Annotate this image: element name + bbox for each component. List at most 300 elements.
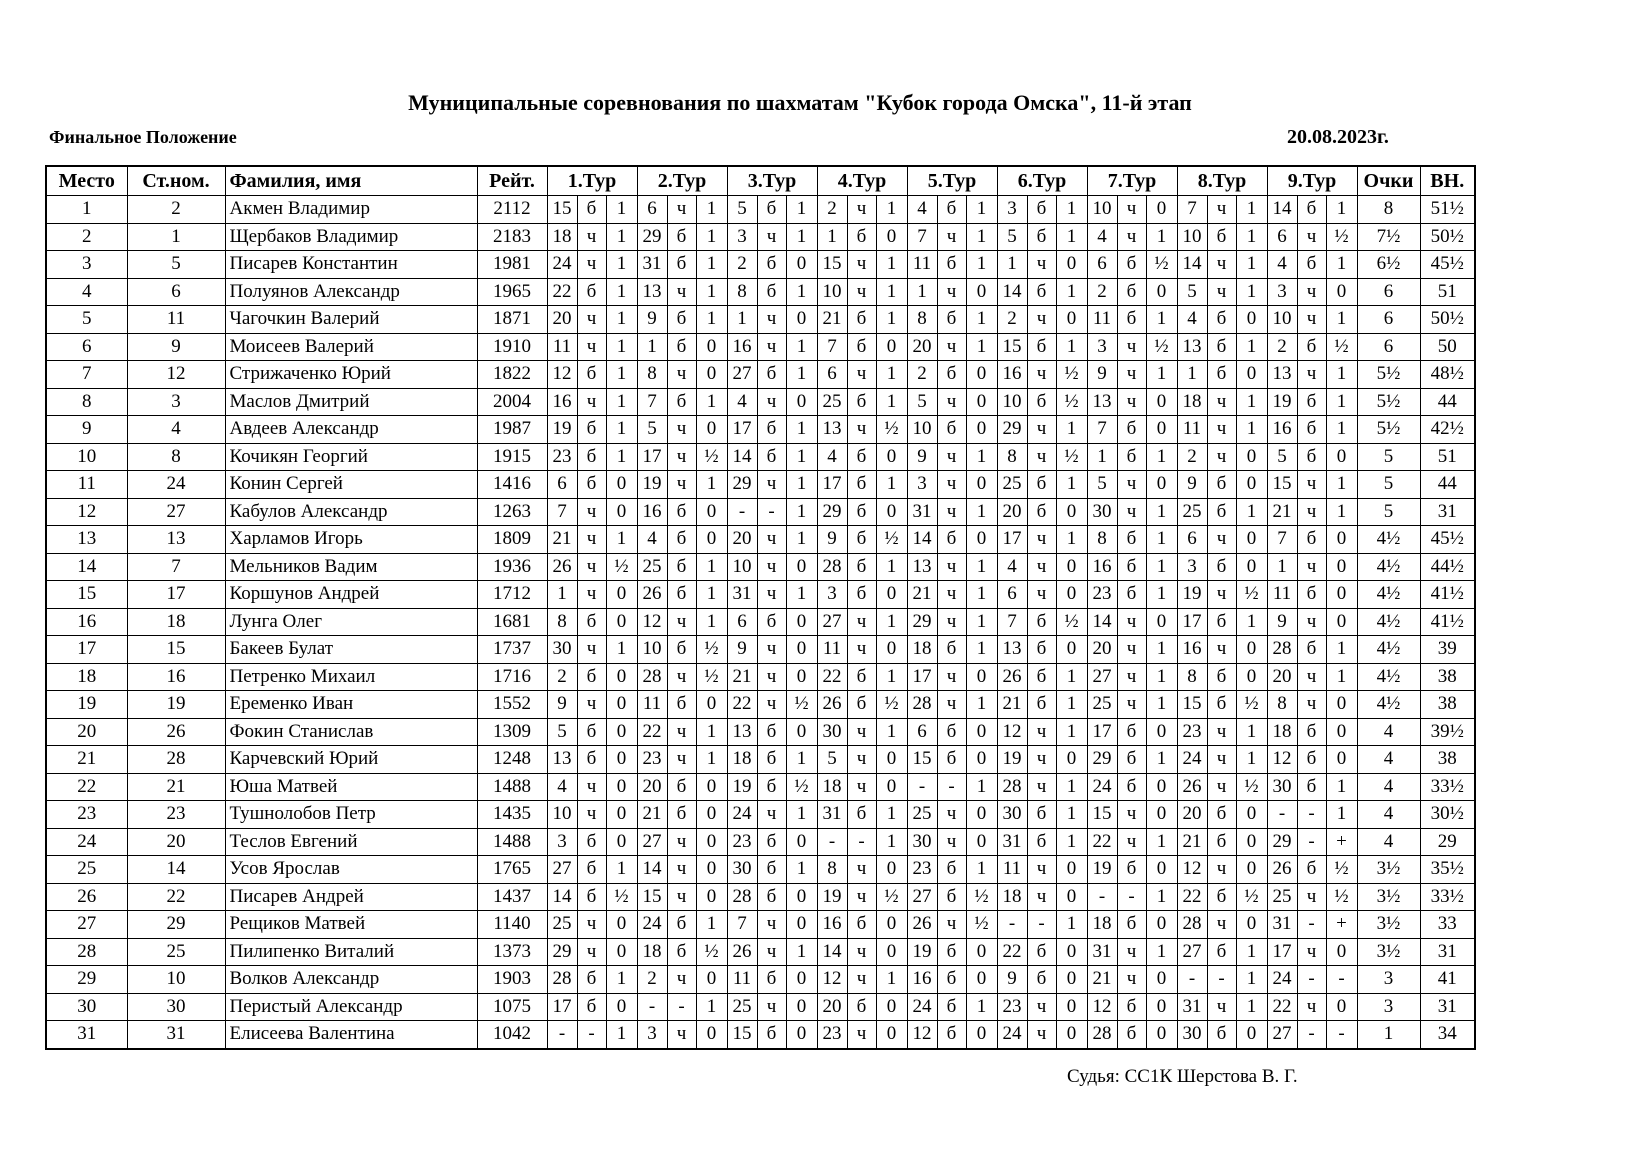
cell-r3-result: 0	[786, 911, 817, 939]
cell-r6-opponent: 9	[997, 966, 1027, 994]
cell-r6-color: б	[1027, 801, 1056, 829]
cell-r2-result: 1	[696, 608, 727, 636]
cell-r2-opponent: 14	[637, 856, 667, 884]
cell-r5-color: ч	[937, 828, 966, 856]
cell-r5-result: 1	[966, 553, 997, 581]
cell-r3-color: б	[757, 608, 786, 636]
cell-r3-result: 0	[786, 388, 817, 416]
cell-r9-result: -	[1326, 966, 1357, 994]
cell-r2-result: 1	[696, 278, 727, 306]
cell-r9-opponent: 9	[1267, 608, 1297, 636]
cell-r6-opponent: 16	[997, 361, 1027, 389]
cell-r6-color: ч	[1027, 883, 1056, 911]
cell-r4-opponent: 16	[817, 911, 847, 939]
cell-r4-result: ½	[876, 526, 907, 554]
cell-start-number: 5	[127, 251, 225, 279]
cell-start-number: 31	[127, 1021, 225, 1049]
cell-r4-opponent: 23	[817, 1021, 847, 1049]
cell-r9-opponent: -	[1267, 801, 1297, 829]
cell-r3-result: 1	[786, 498, 817, 526]
cell-r9-color: ч	[1297, 223, 1326, 251]
cell-name: Лунга Олег	[225, 608, 477, 636]
cell-r6-opponent: 21	[997, 691, 1027, 719]
cell-place: 13	[46, 526, 127, 554]
cell-r6-opponent: 14	[997, 278, 1027, 306]
cell-r3-opponent: 20	[727, 526, 757, 554]
cell-r8-color: ч	[1207, 443, 1236, 471]
cell-r6-result: 0	[1056, 1021, 1087, 1049]
cell-r1-opponent: -	[547, 1021, 577, 1049]
cell-r3-opponent: 8	[727, 278, 757, 306]
cell-r6-result: 0	[1056, 581, 1087, 609]
cell-tiebreak: 31	[1420, 938, 1475, 966]
cell-r8-result: 1	[1236, 278, 1267, 306]
cell-r8-color: б	[1207, 883, 1236, 911]
cell-name: Елисеева Валентина	[225, 1021, 477, 1049]
cell-rating: 1765	[477, 856, 547, 884]
cell-r8-color: б	[1207, 471, 1236, 499]
cell-r5-opponent: 21	[907, 581, 937, 609]
cell-r3-result: ½	[786, 773, 817, 801]
table-row	[46, 911, 1475, 939]
cell-r5-color: б	[937, 746, 966, 774]
cell-r2-opponent: 4	[637, 526, 667, 554]
cell-r2-color: б	[667, 388, 696, 416]
cell-points: 4½	[1357, 581, 1420, 609]
cell-r4-color: ч	[847, 636, 876, 664]
cell-r2-result: 1	[696, 581, 727, 609]
cell-r6-color: ч	[1027, 773, 1056, 801]
cell-r7-opponent: 19	[1087, 856, 1117, 884]
cell-r2-result: 0	[696, 828, 727, 856]
cell-place: 16	[46, 608, 127, 636]
cell-r5-opponent: 8	[907, 306, 937, 334]
cell-r2-opponent: 31	[637, 251, 667, 279]
cell-r1-result: 1	[606, 416, 637, 444]
cell-rating: 1716	[477, 663, 547, 691]
cell-r4-result: 0	[876, 773, 907, 801]
cell-r9-result: -	[1326, 1021, 1357, 1049]
cell-r7-result: 1	[1146, 663, 1177, 691]
cell-r8-color: ч	[1207, 718, 1236, 746]
cell-r2-result: 0	[696, 526, 727, 554]
cell-r3-color: б	[757, 361, 786, 389]
cell-r4-color: ч	[847, 938, 876, 966]
cell-r5-color: б	[937, 416, 966, 444]
cell-name: Маслов Дмитрий	[225, 388, 477, 416]
cell-r6-opponent: 19	[997, 746, 1027, 774]
cell-r8-opponent: 10	[1177, 223, 1207, 251]
cell-r9-opponent: 22	[1267, 993, 1297, 1021]
cell-rating: 1903	[477, 966, 547, 994]
cell-points: 8	[1357, 196, 1420, 224]
table-row	[46, 773, 1475, 801]
cell-r3-color: б	[757, 443, 786, 471]
cell-r9-color: ч	[1297, 993, 1326, 1021]
cell-r8-color: б	[1207, 1021, 1236, 1049]
cell-r7-color: б	[1117, 746, 1146, 774]
cell-r6-result: 0	[1056, 883, 1087, 911]
cell-r5-opponent: 27	[907, 883, 937, 911]
cell-r9-opponent: 30	[1267, 773, 1297, 801]
cell-r4-color: б	[847, 911, 876, 939]
cell-r9-color: -	[1297, 966, 1326, 994]
cell-rating: 1416	[477, 471, 547, 499]
cell-points: 5	[1357, 471, 1420, 499]
cell-r6-color: б	[1027, 691, 1056, 719]
cell-rating: 1435	[477, 801, 547, 829]
cell-r7-color: б	[1117, 526, 1146, 554]
cell-r8-result: 0	[1236, 911, 1267, 939]
cell-points: 4½	[1357, 553, 1420, 581]
document-title: Муниципальные соревнования по шахматам "Кубок города Омска", 11-й этап	[408, 90, 1192, 115]
cell-r7-opponent: 6	[1087, 251, 1117, 279]
cell-rating: 1488	[477, 773, 547, 801]
cell-r5-result: 1	[966, 333, 997, 361]
cell-r5-color: б	[937, 718, 966, 746]
cell-r9-color: -	[1297, 1021, 1326, 1049]
table-row	[46, 388, 1475, 416]
cell-r2-color: ч	[667, 443, 696, 471]
cell-r6-color: ч	[1027, 856, 1056, 884]
table-row	[46, 251, 1475, 279]
cell-r1-color: б	[577, 443, 606, 471]
cell-r8-color: ч	[1207, 416, 1236, 444]
cell-r3-opponent: 18	[727, 746, 757, 774]
cell-r6-result: 1	[1056, 718, 1087, 746]
cell-r9-color: б	[1297, 251, 1326, 279]
cell-r5-opponent: 19	[907, 938, 937, 966]
cell-r3-color: ч	[757, 581, 786, 609]
cell-r6-color: ч	[1027, 553, 1056, 581]
cell-r3-result: 0	[786, 306, 817, 334]
cell-r7-color: б	[1117, 911, 1146, 939]
cell-r1-result: 0	[606, 911, 637, 939]
cell-r4-opponent: 4	[817, 443, 847, 471]
cell-tiebreak: 33½	[1420, 773, 1475, 801]
cell-rating: 1075	[477, 993, 547, 1021]
cell-r2-color: -	[667, 993, 696, 1021]
cell-r1-opponent: 19	[547, 416, 577, 444]
cell-r1-opponent: 30	[547, 636, 577, 664]
cell-r7-opponent: 13	[1087, 388, 1117, 416]
cell-r1-result: 0	[606, 938, 637, 966]
cell-r6-result: 1	[1056, 801, 1087, 829]
cell-r3-result: 1	[786, 938, 817, 966]
cell-r3-opponent: -	[727, 498, 757, 526]
cell-r3-color: б	[757, 966, 786, 994]
cell-r9-result: +	[1326, 911, 1357, 939]
cell-r6-result: 1	[1056, 278, 1087, 306]
cell-r1-result: 0	[606, 498, 637, 526]
header-round-5: 5.Тур	[907, 166, 997, 196]
cell-r8-opponent: 19	[1177, 581, 1207, 609]
cell-r8-opponent: 24	[1177, 746, 1207, 774]
cell-r9-color: б	[1297, 388, 1326, 416]
cell-rating: 1552	[477, 691, 547, 719]
cell-r8-color: ч	[1207, 251, 1236, 279]
cell-r9-color: ч	[1297, 278, 1326, 306]
cell-r3-color: б	[757, 883, 786, 911]
cell-r4-color: ч	[847, 966, 876, 994]
cell-name: Еременко Иван	[225, 691, 477, 719]
cell-r2-color: б	[667, 526, 696, 554]
cell-r8-color: -	[1207, 966, 1236, 994]
table-row	[46, 718, 1475, 746]
cell-r2-color: б	[667, 773, 696, 801]
cell-r9-color: б	[1297, 718, 1326, 746]
cell-r7-result: 1	[1146, 746, 1177, 774]
cell-r6-result: 1	[1056, 691, 1087, 719]
cell-tiebreak: 29	[1420, 828, 1475, 856]
cell-place: 17	[46, 636, 127, 664]
cell-r1-opponent: 22	[547, 278, 577, 306]
cell-r4-result: 1	[876, 608, 907, 636]
cell-r8-result: 0	[1236, 1021, 1267, 1049]
cell-r8-result: 0	[1236, 443, 1267, 471]
cell-r2-opponent: 9	[637, 306, 667, 334]
cell-r9-opponent: 20	[1267, 663, 1297, 691]
cell-r7-opponent: 24	[1087, 773, 1117, 801]
cell-r3-result: 0	[786, 966, 817, 994]
cell-r8-opponent: 17	[1177, 608, 1207, 636]
cell-r4-result: 0	[876, 581, 907, 609]
cell-r8-result: 1	[1236, 196, 1267, 224]
cell-r9-opponent: 12	[1267, 746, 1297, 774]
cell-r3-color: -	[757, 498, 786, 526]
cell-tiebreak: 33½	[1420, 883, 1475, 911]
cell-place: 20	[46, 718, 127, 746]
cell-r1-opponent: 6	[547, 471, 577, 499]
cell-r8-color: б	[1207, 553, 1236, 581]
judge-signature: Судья: СС1К Шерстова В. Г.	[1067, 1066, 1298, 1087]
cell-r2-result: 1	[696, 911, 727, 939]
cell-r5-opponent: 31	[907, 498, 937, 526]
cell-tiebreak: 38	[1420, 663, 1475, 691]
cell-r3-opponent: 14	[727, 443, 757, 471]
cell-r1-result: ½	[606, 553, 637, 581]
cell-r4-opponent: 3	[817, 581, 847, 609]
cell-r2-color: б	[667, 306, 696, 334]
cell-r6-opponent: 28	[997, 773, 1027, 801]
standings-table	[45, 165, 1476, 1050]
cell-r4-opponent: 12	[817, 966, 847, 994]
cell-r5-opponent: 16	[907, 966, 937, 994]
cell-name: Коршунов Андрей	[225, 581, 477, 609]
document-date: 20.08.2023г.	[1287, 126, 1389, 148]
cell-r1-color: ч	[577, 333, 606, 361]
cell-r2-color: б	[667, 251, 696, 279]
cell-r3-result: 0	[786, 251, 817, 279]
cell-rating: 1809	[477, 526, 547, 554]
cell-place: 23	[46, 801, 127, 829]
cell-r1-opponent: 28	[547, 966, 577, 994]
cell-r6-color: б	[1027, 196, 1056, 224]
cell-r9-opponent: 8	[1267, 691, 1297, 719]
cell-r6-result: 1	[1056, 773, 1087, 801]
cell-start-number: 7	[127, 553, 225, 581]
cell-r9-color: ч	[1297, 306, 1326, 334]
cell-r7-opponent: 10	[1087, 196, 1117, 224]
cell-start-number: 4	[127, 416, 225, 444]
cell-r5-result: 1	[966, 773, 997, 801]
cell-r5-result: 0	[966, 938, 997, 966]
cell-r4-color: б	[847, 498, 876, 526]
cell-r4-result: 1	[876, 306, 907, 334]
table-row	[46, 498, 1475, 526]
cell-r4-color: ч	[847, 608, 876, 636]
cell-r5-result: 0	[966, 416, 997, 444]
cell-r8-color: б	[1207, 663, 1236, 691]
cell-r9-result: 1	[1326, 416, 1357, 444]
cell-r9-opponent: 2	[1267, 333, 1297, 361]
table-row	[46, 938, 1475, 966]
cell-r1-opponent: 24	[547, 251, 577, 279]
cell-r2-result: 0	[696, 966, 727, 994]
cell-r3-opponent: 27	[727, 361, 757, 389]
cell-r2-color: ч	[667, 746, 696, 774]
header-round-9: 9.Тур	[1267, 166, 1357, 196]
cell-r6-color: -	[1027, 911, 1056, 939]
cell-name: Бакеев Булат	[225, 636, 477, 664]
table-row	[46, 856, 1475, 884]
cell-r9-result: 1	[1326, 251, 1357, 279]
cell-r7-opponent: 2	[1087, 278, 1117, 306]
cell-name: Чагочкин Валерий	[225, 306, 477, 334]
cell-points: 4	[1357, 718, 1420, 746]
cell-r3-color: б	[757, 828, 786, 856]
cell-r3-result: 1	[786, 746, 817, 774]
cell-r9-opponent: 16	[1267, 416, 1297, 444]
cell-r8-result: ½	[1236, 581, 1267, 609]
cell-r7-opponent: 4	[1087, 223, 1117, 251]
header-start-number: Ст.ном.	[127, 166, 225, 196]
cell-r6-result: ½	[1056, 443, 1087, 471]
cell-r3-opponent: 2	[727, 251, 757, 279]
cell-r5-color: ч	[937, 691, 966, 719]
cell-r2-opponent: 13	[637, 278, 667, 306]
cell-r7-color: ч	[1117, 223, 1146, 251]
cell-r9-result: 0	[1326, 553, 1357, 581]
cell-name: Писарев Константин	[225, 251, 477, 279]
cell-r6-color: ч	[1027, 718, 1056, 746]
cell-r1-result: 0	[606, 746, 637, 774]
cell-points: 3½	[1357, 911, 1420, 939]
cell-r5-color: ч	[937, 223, 966, 251]
cell-r2-opponent: 8	[637, 361, 667, 389]
cell-r9-result: 0	[1326, 938, 1357, 966]
cell-rating: 1042	[477, 1021, 547, 1049]
cell-r1-opponent: 23	[547, 443, 577, 471]
cell-r5-result: 0	[966, 746, 997, 774]
cell-r7-color: ч	[1117, 966, 1146, 994]
cell-r4-opponent: 27	[817, 608, 847, 636]
cell-r7-result: 1	[1146, 828, 1177, 856]
cell-r4-opponent: 11	[817, 636, 847, 664]
cell-r7-opponent: 3	[1087, 333, 1117, 361]
cell-r8-color: ч	[1207, 581, 1236, 609]
table-row	[46, 691, 1475, 719]
cell-r5-color: ч	[937, 663, 966, 691]
cell-r2-opponent: 16	[637, 498, 667, 526]
cell-r2-color: ч	[667, 883, 696, 911]
cell-r9-result: 0	[1326, 526, 1357, 554]
cell-r7-result: 0	[1146, 773, 1177, 801]
cell-r8-opponent: 3	[1177, 553, 1207, 581]
table-row	[46, 196, 1475, 224]
cell-rating: 1309	[477, 718, 547, 746]
cell-r4-result: 0	[876, 938, 907, 966]
cell-r5-result: 1	[966, 993, 997, 1021]
cell-r5-result: 0	[966, 718, 997, 746]
cell-r8-result: ½	[1236, 773, 1267, 801]
cell-r3-opponent: 15	[727, 1021, 757, 1049]
cell-tiebreak: 45½	[1420, 526, 1475, 554]
cell-rating: 1737	[477, 636, 547, 664]
cell-r3-opponent: 13	[727, 718, 757, 746]
cell-r2-opponent: 28	[637, 663, 667, 691]
cell-r5-result: 1	[966, 636, 997, 664]
cell-r7-result: 0	[1146, 993, 1177, 1021]
cell-r9-opponent: 1	[1267, 553, 1297, 581]
cell-r5-opponent: 25	[907, 801, 937, 829]
cell-r9-opponent: 21	[1267, 498, 1297, 526]
cell-r5-result: 1	[966, 581, 997, 609]
cell-r3-opponent: 4	[727, 388, 757, 416]
cell-r8-opponent: 22	[1177, 883, 1207, 911]
cell-r8-opponent: 27	[1177, 938, 1207, 966]
cell-r3-result: 1	[786, 526, 817, 554]
cell-r8-result: 0	[1236, 663, 1267, 691]
cell-r5-color: б	[937, 938, 966, 966]
cell-r6-opponent: 15	[997, 333, 1027, 361]
cell-r8-opponent: -	[1177, 966, 1207, 994]
cell-r1-opponent: 20	[547, 306, 577, 334]
cell-r4-result: 1	[876, 196, 907, 224]
cell-start-number: 22	[127, 883, 225, 911]
cell-r5-color: б	[937, 966, 966, 994]
cell-r8-opponent: 2	[1177, 443, 1207, 471]
header-tiebreak: ВН.	[1420, 166, 1475, 196]
cell-r7-result: 0	[1146, 801, 1177, 829]
cell-r8-opponent: 28	[1177, 911, 1207, 939]
cell-points: 5	[1357, 443, 1420, 471]
cell-r8-opponent: 15	[1177, 691, 1207, 719]
cell-r4-opponent: 14	[817, 938, 847, 966]
cell-r2-opponent: 18	[637, 938, 667, 966]
cell-r8-opponent: 14	[1177, 251, 1207, 279]
cell-r9-color: ч	[1297, 883, 1326, 911]
cell-tiebreak: 34	[1420, 1021, 1475, 1049]
cell-r4-color: ч	[847, 856, 876, 884]
cell-r8-result: 0	[1236, 856, 1267, 884]
cell-r1-color: б	[577, 746, 606, 774]
cell-r6-result: 0	[1056, 856, 1087, 884]
cell-r7-result: 0	[1146, 471, 1177, 499]
cell-r8-color: ч	[1207, 388, 1236, 416]
cell-place: 31	[46, 1021, 127, 1049]
cell-r7-result: ½	[1146, 333, 1177, 361]
cell-r3-opponent: 30	[727, 856, 757, 884]
cell-r6-color: ч	[1027, 306, 1056, 334]
cell-start-number: 8	[127, 443, 225, 471]
cell-r9-opponent: 28	[1267, 636, 1297, 664]
cell-r9-result: +	[1326, 828, 1357, 856]
cell-r1-opponent: 9	[547, 691, 577, 719]
cell-r6-color: б	[1027, 966, 1056, 994]
cell-r7-result: 0	[1146, 196, 1177, 224]
cell-r9-color: ч	[1297, 361, 1326, 389]
